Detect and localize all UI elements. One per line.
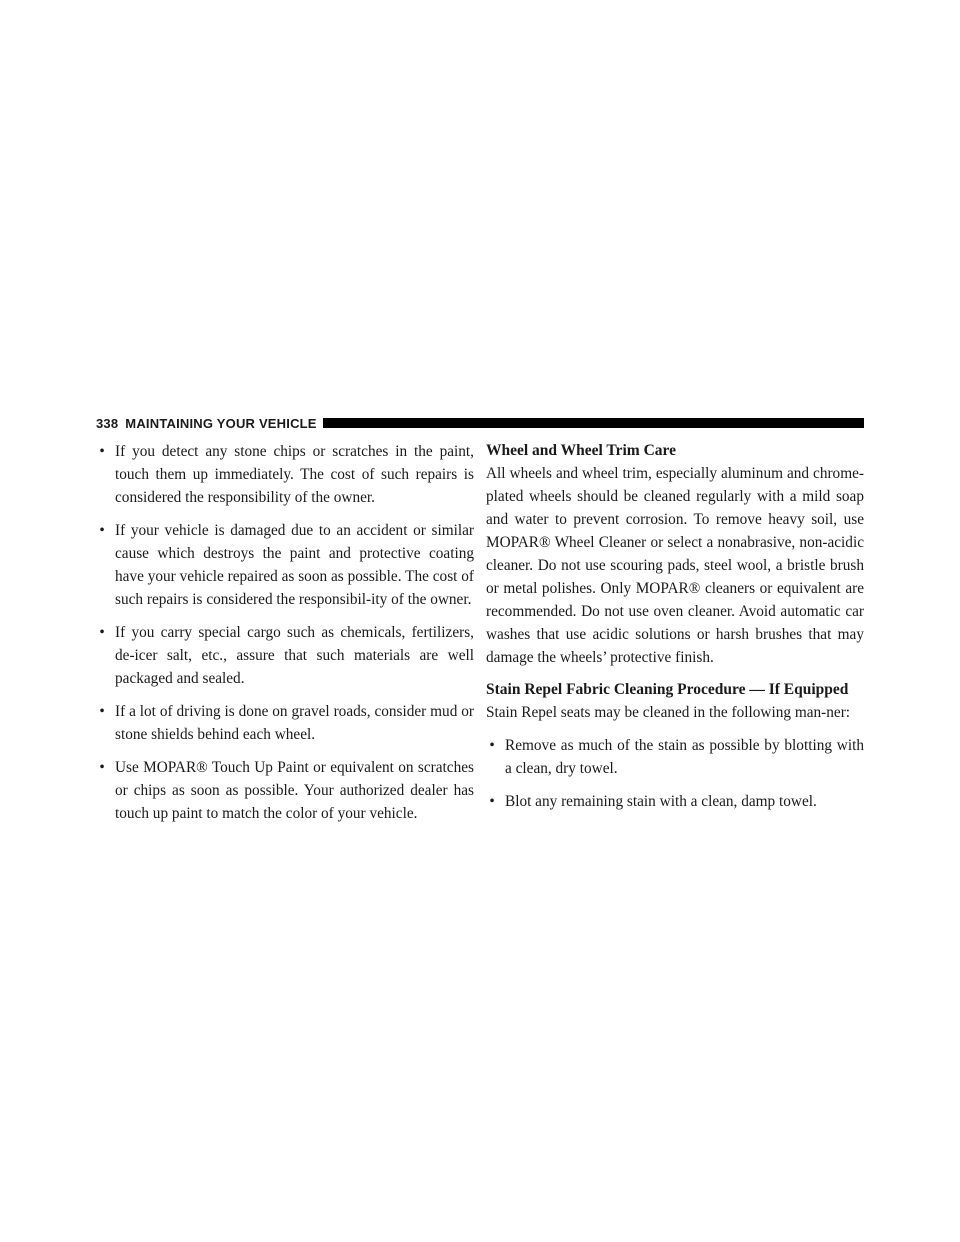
list-item-text: Remove as much of the stain as possible by blotting with a clean, dry towel. <box>505 737 864 777</box>
left-column <box>96 440 474 835</box>
list-item-text: If your vehicle is damaged due to an accident or similar cause which destroys the paint and protective coating have your vehicle repaired as soon as possible. The cost of such repairs is considered the responsibil-ity of the owner. <box>115 522 474 608</box>
stain-repel-paragraph: Stain Repel seats may be cleaned in the following man-ner: <box>486 704 851 721</box>
maintenance-bullet-list <box>96 440 474 825</box>
bullet-icon: • <box>99 624 105 641</box>
wheel-care-heading: Wheel and Wheel Trim Care <box>486 442 677 459</box>
page-header <box>96 414 864 432</box>
bullet-icon: • <box>99 443 105 460</box>
stain-repel-section <box>486 679 864 813</box>
list-item <box>486 734 864 780</box>
wheel-care-paragraph: All wheels and wheel trim, especially aluminum and chrome-plated wheels should be cleaned regularly with a mild soap and water to prevent corrosion. To remove heavy soil, use MOPAR® Wheel Cleaner or select a nonabrasive, non-acidic cleaner. Do not use scouring pads, steel wool, a bristle brush or metal polishes. Only MOPAR® cleaners or equivalent are recommended. Do not use oven cleaner. Avoid automatic car washes that use acidic solutions or harsh brushes that may damage the wheels’ protective finish. <box>486 465 864 666</box>
list-item <box>96 700 474 746</box>
page-number: 338 <box>96 415 119 431</box>
right-column <box>486 440 864 823</box>
bullet-icon: • <box>489 737 495 754</box>
list-item <box>486 790 864 813</box>
list-item <box>96 519 474 611</box>
list-item-text: If a lot of driving is done on gravel roads, consider mud or stone shields behind each wheel. <box>115 703 474 743</box>
list-item <box>96 756 474 825</box>
list-item-text: Use MOPAR® Touch Up Paint or equivalent on scratches or chips as soon as possible. Your authorized dealer has touch up paint to match the color of your vehicle. <box>115 759 474 822</box>
bullet-icon: • <box>99 703 105 720</box>
stain-repel-bullet-list <box>486 734 864 813</box>
list-item-text: Blot any remaining stain with a clean, damp towel. <box>505 793 817 810</box>
section-title: MAINTAINING YOUR VEHICLE <box>125 415 317 431</box>
header-rule <box>323 418 864 428</box>
list-item <box>96 621 474 690</box>
bullet-icon: • <box>99 759 105 776</box>
list-item <box>96 440 474 509</box>
list-item-text: If you carry special cargo such as chemicals, fertilizers, de-icer salt, etc., assure that such materials are well packaged and sealed. <box>115 624 474 687</box>
bullet-icon: • <box>489 793 495 810</box>
bullet-icon: • <box>99 522 105 539</box>
list-item-text: If you detect any stone chips or scratches in the paint, touch them up immediately. The cost of such repairs is considered the responsibility of the owner. <box>115 443 474 506</box>
stain-repel-heading: Stain Repel Fabric Cleaning Procedure — If Equipped <box>486 681 849 698</box>
